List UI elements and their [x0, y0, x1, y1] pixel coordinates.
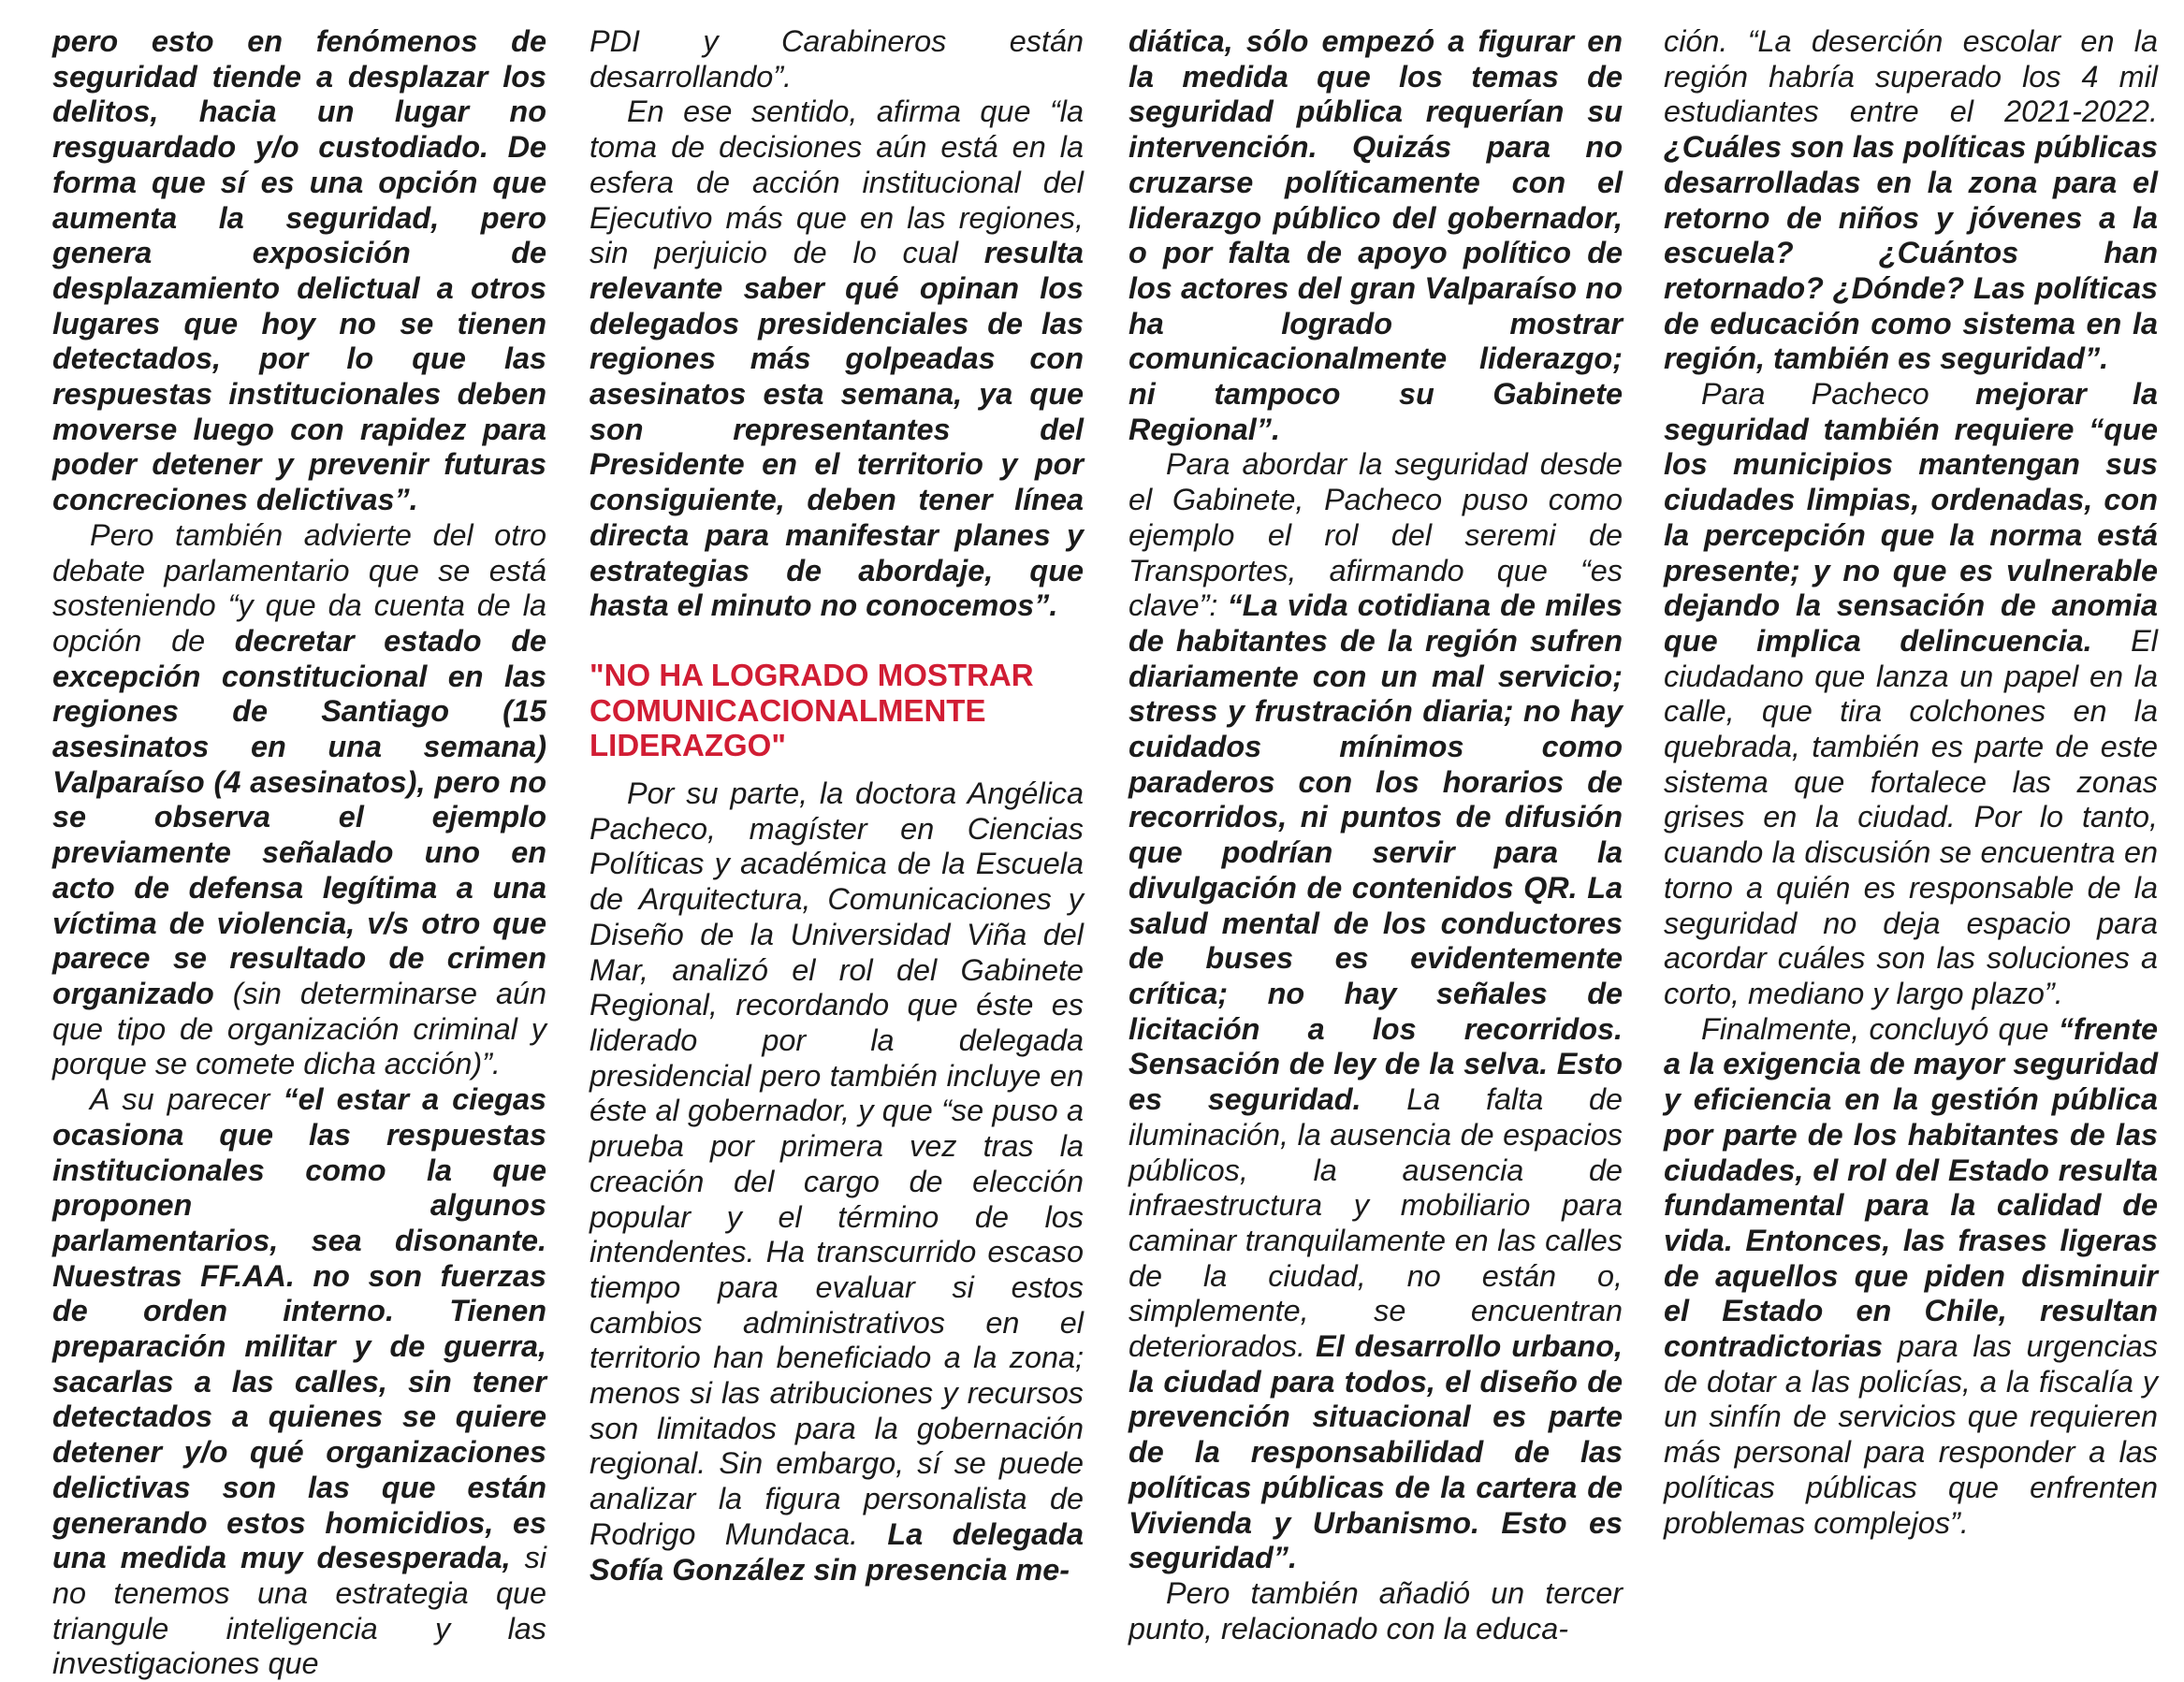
italic-text: A su parecer [90, 1082, 284, 1117]
paragraph [1128, 1576, 1623, 1646]
section-heading: "NO HA LOGRADO MOSTRAR COMUNICACIONALMENTE LIDERAZGO" [590, 657, 1034, 763]
paragraph [590, 94, 1084, 624]
bold-text: resulta relevante saber qué opinan los delegados presidenciales de las regiones más golpeadas con asesinatos esta semana, ya que son representantes del Presidente en el territorio y por consiguiente, deben tener línea directa para manifestar planes y estrategias de abordaje, que hasta el minuto no conocemos”. [590, 236, 1084, 623]
italic-text: La falta de iluminación, la ausencia de espacios públicos, la ausencia de infraestructura y mobiliario para caminar tranquilamente en las calles de la ciudad, no están o, simplemente, se encuentran deteriorados. [1128, 1082, 1623, 1364]
italic-text: Pero también advierte del otro debate parlamentario que se está sosteniendo “y que da cuenta de la opción de [52, 517, 546, 658]
bold-text: “frente a la exigencia de mayor seguridad y eficiencia en la gestión pública por parte de los habitantes de las ciudades, el rol del Estado resulta fundamental para la calidad de vida. Entonces, las frases ligeras de aquellos que piden disminuir el Estado en Chile, resultan contradictorias [1664, 1011, 2158, 1364]
italic-text: Para abordar la seguridad desde el Gabinete, Pacheco puso como ejemplo el rol del seremi de Transportes, afirmando que “es clave”: [1128, 447, 1623, 623]
bold-text: “el estar a ciegas ocasiona que las respuestas institucionales como la que proponen algunos parlamentarios, sea disonante. Nuestras FF.AA. no son fuerzas de orden interno. Tienen preparación militar y de guerra, sacarlas a las calles, sin tener detectados a quienes se quiere detener y/o qué organizaciones delictivas son las que están generando estos homicidios, es una medida muy desesperada, [52, 1082, 546, 1575]
bold-text: La delegada Sofía González sin presencia me- [590, 1516, 1084, 1587]
article-column-4 [1664, 24, 2158, 1541]
bold-text: diática, sólo empezó a figurar en la medida que los temas de seguridad pública requerían su intervención. Quizás para no cruzarse políticamente con el liderazgo público del gobernador, o por falta de apoyo político de los actores del gran Valparaíso no ha logrado mostrar comunicacionalmente liderazgo; ni tampoco su Gabinete Regional”. [1128, 24, 1623, 446]
italic-text: Por su parte, la doctora Angélica Pacheco, magíster en Ciencias Políticas y académica de la Escuela de Arquitectura, Comunicaciones y Diseño de la Universidad Viña del Mar, analizó el rol del Gabinete Regional, recordando que éste es liderado por la delegada presidencial pero también incluye en éste al gobernador, y que “se puso a prueba por primera vez tras la creación del cargo de elección popular y el término de los intendentes. Ha transcurrido escaso tiempo para evaluar si estos cambios administrativos en el territorio han beneficiado a la zona; menos si las atribuciones y recursos son limitados para la gobernación regional. Sin embargo, sí se puede analizar la figura personalista de Rodrigo Mundaca. [590, 776, 1084, 1551]
bold-text: “La vida cotidiana de miles de habitantes de la región sufren diariamente con un mal servicio; stress y frustración diaria; no hay cuidados mínimos como paraderos con los horarios de recorridos, ni puntos de difusión que podrían servir para la divulgación de contenidos QR. La salud mental de los conductores de buses es evidentemente crítica; no hay señales de licitación a los recorridos. Sensación de ley de la selva. Esto es seguridad. [1128, 588, 1623, 1117]
paragraph [52, 24, 546, 518]
bold-text: mejorar la seguridad también requiere “que los municipios mantengan sus ciudades limpias, ordenadas, con la percepción que la norma está presente; y no que es vulnerable dejando la sensación de anomia que implica delincuencia. [1664, 377, 2159, 658]
bold-text: ¿Cuáles son las políticas públicas desarrolladas en la zona para el retorno de niños y jóvenes a la escuela? ¿Cuántos han retornado? ¿Dónde? Las políticas de educación como sistema en la región, también es seguridad”. [1664, 130, 2158, 376]
paragraph [52, 518, 546, 1082]
italic-text: En ese sentido, afirma que “la toma de decisiones aún está en la esfera de acción institucional del Ejecutivo más que en las regiones, sin perjuicio de lo cual [590, 94, 1084, 270]
paragraph [52, 1082, 546, 1682]
italic-text: para las urgencias de dotar a las policías, a la fiscalía y un sinfín de servicios que requieren más personal para responder a las políticas públicas que enfrenten problemas complejos”. [1664, 1329, 2158, 1540]
paragraph [1664, 377, 2158, 1012]
paragraph [1128, 24, 1623, 447]
bold-text: El desarrollo urbano, la ciudad para todos, el diseño de prevención situacional es parte de la responsabilidad de las políticas públicas de la cartera de Vivienda y Urbanismo. Esto es seguridad”. [1128, 1329, 1623, 1575]
article-column-3 [1128, 24, 1623, 1646]
paragraph [590, 776, 1084, 1588]
italic-text: ción. “La deserción escolar en la región habría superado los 4 mil estudiantes entre el 2021-2022. [1664, 24, 2158, 129]
paragraph [1664, 24, 2158, 377]
italic-text: Para Pacheco [1701, 377, 1975, 412]
italic-text: PDI y Carabineros están desarrollando”. [590, 24, 1084, 94]
paragraph [590, 24, 1084, 94]
bold-text: decretar estado de excepción constitucional en las regiones de Santiago (15 asesinatos en una semana) Valparaíso (4 asesinatos), pero no se observa el ejemplo previamente señalado uno en acto de defensa legítima a una víctima de violencia, v/s otro que parece se resultado de crimen organizado [52, 623, 546, 1010]
article-column-2 [590, 24, 1084, 1588]
paragraph [1664, 1012, 2158, 1542]
bold-text: pero esto en fenómenos de seguridad tiende a desplazar los delitos, hacia un lugar no resguardado y/o custodiado. De forma que sí es una opción que aumenta la seguridad, pero genera exposición de desplazamiento delictual a otros lugares que hoy no se tienen detectados, por lo que las respuestas institucionales deben moverse luego con rapidez para poder detener y prevenir futuras concreciones delictivas”. [52, 24, 546, 517]
italic-text: si no tenemos una estrategia que triangule inteligencia y las investigaciones que [52, 1541, 546, 1681]
italic-text: El ciudadano que lanza un papel en la calle, que tira colchones en la quebrada, también es parte de este sistema que fortalece las zonas grises en la ciudad. Por lo tanto, cuando la discusión se encuentra en torno a quién es responsable de la seguridad no deja espacio para acordar cuáles son las soluciones a corto, mediano y largo plazo”. [1664, 623, 2158, 1010]
italic-text: Pero también añadió un tercer punto, relacionado con la educa- [1128, 1575, 1623, 1646]
article-column-1 [52, 24, 546, 1682]
italic-text: Finalmente, concluyó que [1701, 1011, 2059, 1046]
paragraph [1128, 447, 1623, 1576]
italic-text: (sin determinarse aún que tipo de organización criminal y porque se comete dicha acción)”. [52, 976, 546, 1081]
